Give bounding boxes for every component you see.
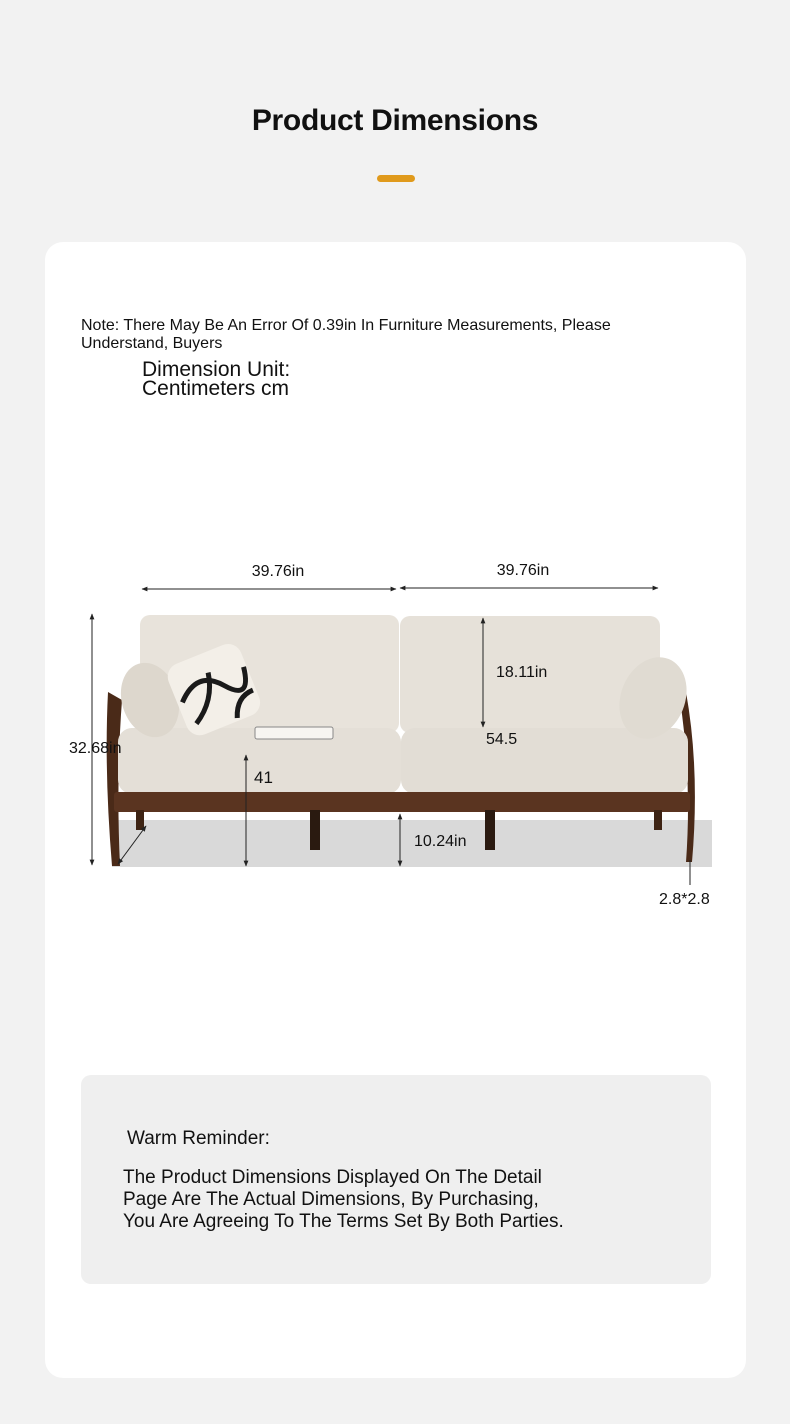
warm-reminder-title: Warm Reminder: bbox=[127, 1128, 270, 1149]
dimension-unit bbox=[142, 360, 442, 398]
floor-shadow bbox=[112, 820, 712, 867]
label-seat-height: 41 bbox=[254, 768, 273, 787]
title-accent-bar bbox=[377, 175, 415, 182]
label-leg-section: 2.8*2.8 bbox=[659, 891, 710, 908]
warm-reminder-line-2: Page Are The Actual Dimensions, By Purchasing, bbox=[123, 1189, 539, 1210]
label-width-right: 39.76in bbox=[496, 562, 550, 579]
book bbox=[255, 727, 333, 739]
warm-reminder-line-3: You Are Agreeing To The Terms Set By Both Parties. bbox=[123, 1211, 564, 1232]
label-leg-height: 10.24in bbox=[414, 833, 467, 850]
leg-2 bbox=[310, 810, 320, 850]
label-overall-height: 32.68in bbox=[69, 740, 122, 757]
measurement-note: Note: There May Be An Error Of 0.39in In Furniture Measurements, Please Understand, Buyers bbox=[81, 317, 611, 352]
label-backrest-height: 18.11in bbox=[496, 664, 548, 681]
label-seat-depth: 54.5 bbox=[486, 731, 518, 748]
warm-reminder-box bbox=[81, 1075, 711, 1284]
warm-reminder-line-1: The Product Dimensions Displayed On The Detail bbox=[123, 1167, 542, 1188]
leg-4 bbox=[654, 810, 662, 830]
label-width-left: 39.76in bbox=[251, 563, 305, 580]
warm-reminder-body bbox=[123, 1167, 643, 1233]
leg-3 bbox=[485, 810, 495, 850]
sofa-dimension-figure bbox=[0, 540, 790, 920]
dimension-unit-label: Dimension Unit: bbox=[142, 358, 291, 381]
page-title: Product Dimensions bbox=[251, 104, 539, 137]
dimension-unit-value: Centimeters cm bbox=[142, 377, 290, 400]
leg-1 bbox=[136, 810, 144, 830]
base-rail bbox=[114, 792, 690, 812]
